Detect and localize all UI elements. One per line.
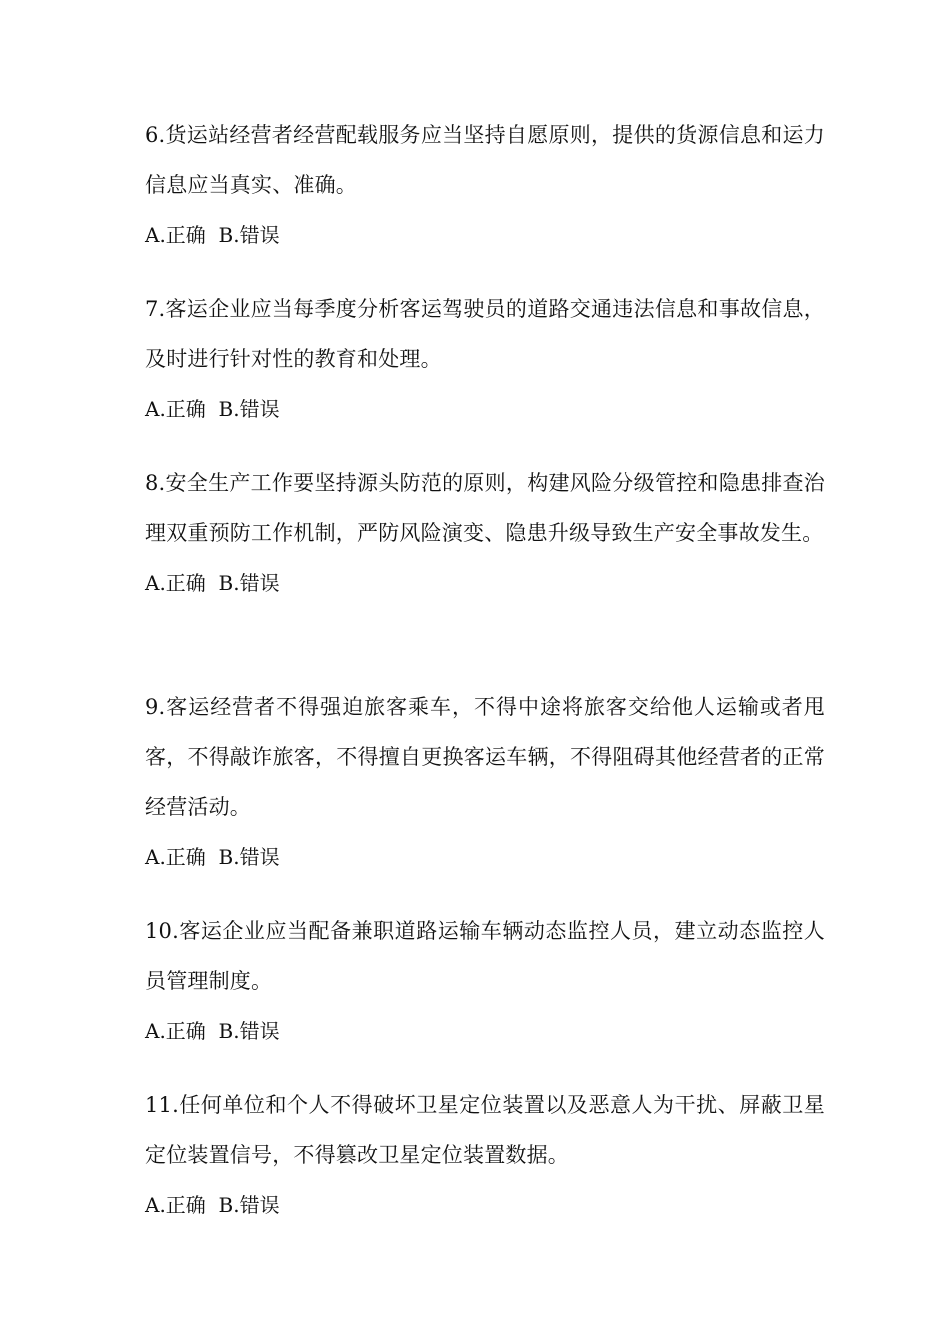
question-text: 7.客运企业应当每季度分析客运驾驶员的道路交通违法信息和事故信息，及时进行针对性的教育和处理。 — [145, 297, 825, 371]
question-text: 10.客运企业应当配备兼职道路运输车辆动态监控人员，建立动态监控人员管理制度。 — [145, 919, 825, 993]
question-8 — [145, 458, 825, 598]
question-9 — [145, 682, 825, 872]
answer-options: A.正确 B.错误 — [145, 845, 280, 869]
answer-options: A.正确 B.错误 — [145, 1193, 280, 1217]
question-6 — [145, 110, 825, 250]
answer-options: A.正确 B.错误 — [145, 571, 280, 595]
question-text: 8.安全生产工作要坚持源头防范的原则，构建风险分级管控和隐患排查治理双重预防工作机制，严防风险演变、隐患升级导致生产安全事故发生。 — [145, 471, 825, 545]
answer-options: A.正确 B.错误 — [145, 223, 280, 247]
question-7 — [145, 284, 825, 424]
question-text: 11.任何单位和个人不得破坏卫星定位装置以及恶意人为干扰、屏蔽卫星定位装置信号，不得篡改卫星定位装置数据。 — [145, 1093, 825, 1167]
question-text: 6.货运站经营者经营配载服务应当坚持自愿原则，提供的货源信息和运力信息应当真实、准确。 — [145, 123, 825, 197]
answer-options: A.正确 B.错误 — [145, 1019, 280, 1043]
answer-options: A.正确 B.错误 — [145, 397, 280, 421]
question-10 — [145, 906, 825, 1046]
question-text: 9.客运经营者不得强迫旅客乘车，不得中途将旅客交给他人运输或者甩客，不得敲诈旅客，不得擅自更换客运车辆，不得阻碍其他经营者的正常经营活动。 — [145, 695, 825, 819]
question-11 — [145, 1080, 825, 1220]
